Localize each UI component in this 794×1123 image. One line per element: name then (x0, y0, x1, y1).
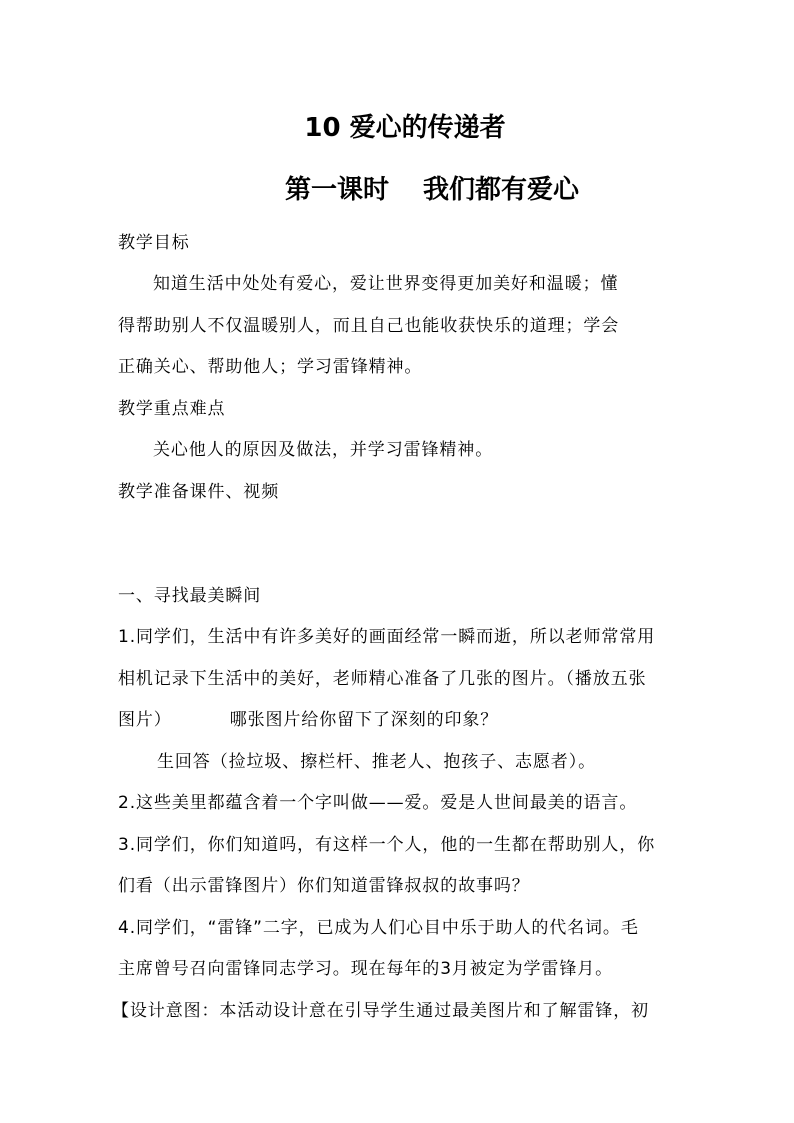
document-title: 10 爱心的传递者 (304, 113, 506, 143)
section1-line: 图片） (118, 710, 172, 730)
key-points-text: 关心他人的原因及做法，并学习雷锋精神。 (153, 440, 494, 460)
section1-heading: 一、寻找最美瞬间 (118, 586, 262, 606)
objectives-line: 得帮助别人不仅温暖别人，而且自己也能收获快乐的道理；学会 (118, 316, 620, 336)
objectives-heading: 教学目标 (118, 233, 190, 253)
section1-line: 生回答（捡垃圾、擦栏杆、推老人、抱孩子、志愿者）。 (157, 752, 596, 772)
section1-line: 3.同学们，你们知道吗，有这样一个人，他的一生都在帮助别人，你 (118, 835, 656, 855)
section1-line: 相机记录下生活中的美好，老师精心准备了几张的图片。（播放五张 (118, 669, 647, 689)
section1-line: 主席曾号召向雷锋同志学习。现在每年的3月被定为学雷锋月。 (118, 959, 614, 979)
section1-line: 【设计意图：本活动设计意在引导学生通过最美图片和了解雷锋，初 (112, 1001, 649, 1021)
lesson-topic: 我们都有爱心 (423, 175, 580, 205)
section1-line-group (118, 708, 498, 732)
section1-line: 哪张图片给你留下了深刻的印象？ (229, 710, 499, 730)
objectives-line: 正确关心、帮助他人；学习雷锋精神。 (118, 357, 423, 377)
lesson-subtitle (0, 174, 794, 206)
lesson-number: 第一课时 (284, 175, 389, 205)
section1-line: 2.这些美里都蕴含着一个字叫做——爱。爱是人世间最美的语言。 (118, 793, 638, 813)
objectives-line: 知道生活中处处有爱心，爱让世界变得更加美好和温暖；懂 (153, 274, 619, 294)
section1-line: 们看（出示雷锋图片）你们知道雷锋叔叔的故事吗？ (118, 876, 530, 896)
section1-line: 4.同学们，“雷锋”二字，已成为人们心目中乐于助人的代名词。毛 (118, 918, 639, 938)
preparation-line: 教学准备课件、视频 (118, 482, 280, 502)
section1-line: 1.同学们，生活中有许多美好的画面经常一瞬而逝，所以老师常常用 (118, 627, 656, 647)
key-points-heading: 教学重点难点 (118, 399, 226, 419)
